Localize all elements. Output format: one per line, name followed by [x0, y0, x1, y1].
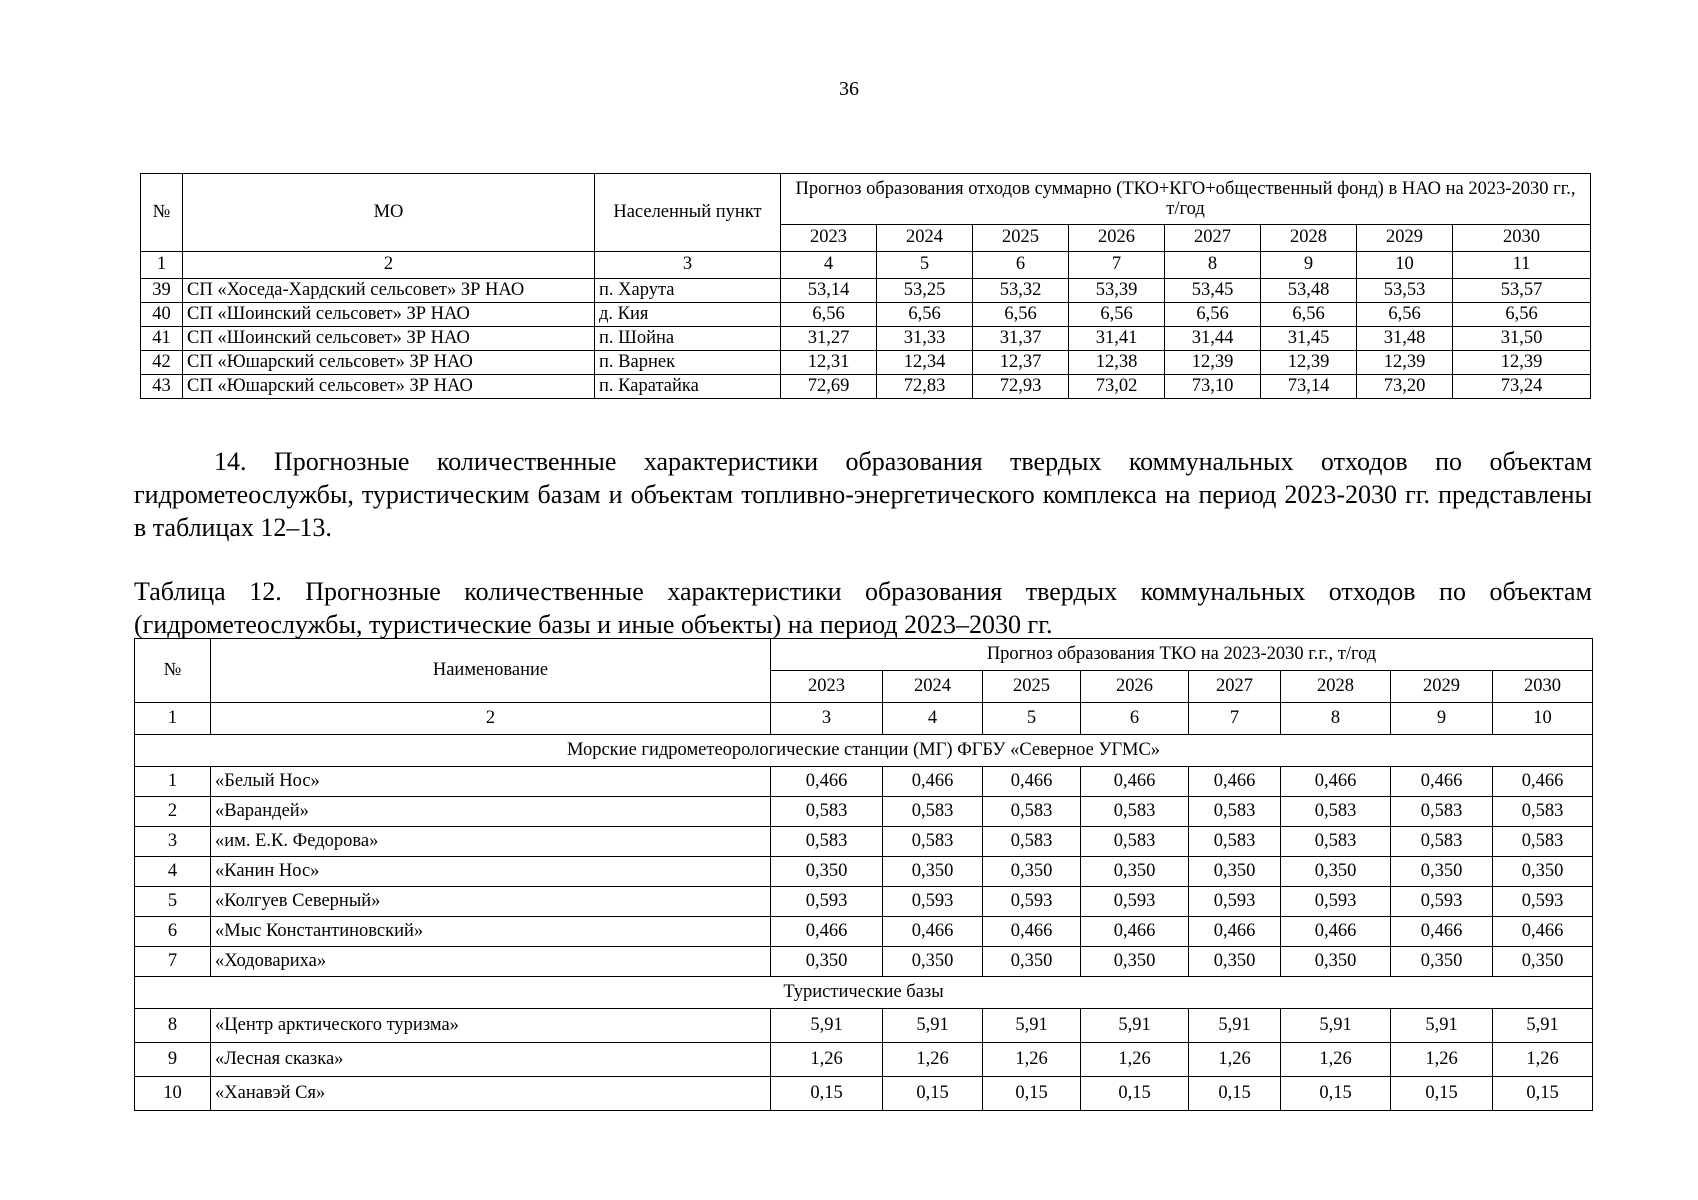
- value-cell: 72,93: [973, 375, 1069, 399]
- value-cell: 0,466: [883, 917, 983, 947]
- section-header-meteo: Морские гидрометеорологические станции (МГ) ФГБУ «Северное УГМС»: [135, 735, 1593, 767]
- value-cell: 1,26: [771, 1043, 883, 1077]
- table-row: [141, 351, 1591, 375]
- value-cell: 5,91: [1493, 1009, 1593, 1043]
- settlement-cell: п. Каратайка: [595, 375, 781, 399]
- value-cell: 0,593: [883, 887, 983, 917]
- value-cell: 5,91: [1281, 1009, 1391, 1043]
- value-cell: 5,91: [1391, 1009, 1493, 1043]
- settlement-cell: п. Шойна: [595, 327, 781, 351]
- table-caption: Таблица 12. Прогнозные количественные характеристики образования твердых коммунальных отходов по объектам (гидрометеослужбы, туристические базы и иные объекты) на период 2023–2030 гг.: [134, 577, 1592, 639]
- value-cell: 0,15: [883, 1077, 983, 1111]
- name-cell: «Мыс Константиновский»: [211, 917, 771, 947]
- value-cell: 1,26: [1081, 1043, 1189, 1077]
- value-cell: 6,56: [1453, 303, 1591, 327]
- settlements-forecast-table: [140, 173, 1591, 399]
- value-cell: 53,25: [877, 279, 973, 303]
- value-cell: 72,69: [781, 375, 877, 399]
- value-cell: 31,44: [1165, 327, 1261, 351]
- value-cell: 31,33: [877, 327, 973, 351]
- value-cell: 0,583: [1281, 797, 1391, 827]
- value-cell: 0,15: [983, 1077, 1081, 1111]
- index-cell: 8: [1165, 252, 1261, 279]
- index-cell: 9: [1261, 252, 1357, 279]
- year-header: 2028: [1261, 225, 1357, 252]
- col-header-num: №: [141, 174, 183, 252]
- value-cell: 0,593: [1281, 887, 1391, 917]
- row-number: 41: [141, 327, 183, 351]
- value-cell: 0,593: [1081, 887, 1189, 917]
- value-cell: 0,466: [1081, 767, 1189, 797]
- value-cell: 0,466: [883, 767, 983, 797]
- index-cell: 1: [141, 252, 183, 279]
- mo-cell: СП «Юшарский сельсовет» ЗР НАО: [183, 351, 595, 375]
- mo-cell: СП «Шоинский сельсовет» ЗР НАО: [183, 327, 595, 351]
- value-cell: 0,466: [1493, 767, 1593, 797]
- value-cell: 6,56: [1357, 303, 1453, 327]
- value-cell: 5,91: [883, 1009, 983, 1043]
- name-cell: «Ходовариха»: [211, 947, 771, 977]
- value-cell: 73,14: [1261, 375, 1357, 399]
- year-header: 2027: [1189, 671, 1281, 703]
- value-cell: 12,38: [1069, 351, 1165, 375]
- col-header-forecast: Прогноз образования ТКО на 2023-2030 г.г., т/год: [771, 639, 1593, 671]
- year-header: 2029: [1357, 225, 1453, 252]
- col-header-mo: МО: [183, 174, 595, 252]
- index-cell: 4: [781, 252, 877, 279]
- value-cell: 0,350: [1391, 857, 1493, 887]
- value-cell: 12,39: [1453, 351, 1591, 375]
- value-cell: 5,91: [1081, 1009, 1189, 1043]
- index-cell: 7: [1189, 703, 1281, 735]
- mo-cell: СП «Юшарский сельсовет» ЗР НАО: [183, 375, 595, 399]
- value-cell: 53,48: [1261, 279, 1357, 303]
- table-row: [135, 1077, 1593, 1111]
- value-cell: 72,83: [877, 375, 973, 399]
- row-number: 4: [135, 857, 211, 887]
- table-row: [141, 303, 1591, 327]
- mo-cell: СП «Шоинский сельсовет» ЗР НАО: [183, 303, 595, 327]
- col-header-settlement: Населенный пункт: [595, 174, 781, 252]
- value-cell: 6,56: [973, 303, 1069, 327]
- name-cell: «Колгуев Северный»: [211, 887, 771, 917]
- value-cell: 5,91: [771, 1009, 883, 1043]
- year-header: 2024: [883, 671, 983, 703]
- value-cell: 0,350: [771, 947, 883, 977]
- index-cell: 10: [1493, 703, 1593, 735]
- value-cell: 1,26: [1189, 1043, 1281, 1077]
- index-cell: 1: [135, 703, 211, 735]
- value-cell: 0,350: [1081, 857, 1189, 887]
- value-cell: 0,350: [1189, 947, 1281, 977]
- year-header: 2025: [973, 225, 1069, 252]
- value-cell: 0,466: [1281, 767, 1391, 797]
- index-cell: 3: [771, 703, 883, 735]
- value-cell: 0,583: [1391, 827, 1493, 857]
- value-cell: 0,583: [883, 797, 983, 827]
- value-cell: 0,593: [1493, 887, 1593, 917]
- value-cell: 53,53: [1357, 279, 1453, 303]
- value-cell: 0,466: [983, 767, 1081, 797]
- value-cell: 0,350: [1391, 947, 1493, 977]
- value-cell: 73,02: [1069, 375, 1165, 399]
- col-header-name: Наименование: [211, 639, 771, 703]
- value-cell: 0,350: [1281, 857, 1391, 887]
- value-cell: 0,350: [1493, 857, 1593, 887]
- name-cell: «им. Е.К. Федорова»: [211, 827, 771, 857]
- row-number: 2: [135, 797, 211, 827]
- value-cell: 1,26: [1391, 1043, 1493, 1077]
- year-header: 2026: [1069, 225, 1165, 252]
- index-cell: 2: [211, 703, 771, 735]
- value-cell: 0,15: [1281, 1077, 1391, 1111]
- value-cell: 12,39: [1165, 351, 1261, 375]
- value-cell: 0,350: [1281, 947, 1391, 977]
- year-header: 2026: [1081, 671, 1189, 703]
- row-number: 9: [135, 1043, 211, 1077]
- value-cell: 0,15: [1189, 1077, 1281, 1111]
- value-cell: 5,91: [983, 1009, 1081, 1043]
- value-cell: 5,91: [1189, 1009, 1281, 1043]
- value-cell: 31,41: [1069, 327, 1165, 351]
- value-cell: 0,593: [1391, 887, 1493, 917]
- table-row: [135, 767, 1593, 797]
- value-cell: 6,56: [781, 303, 877, 327]
- index-cell: 8: [1281, 703, 1391, 735]
- name-cell: «Белый Нос»: [211, 767, 771, 797]
- column-index-row: [135, 703, 1593, 735]
- index-cell: 5: [877, 252, 973, 279]
- value-cell: 0,583: [883, 827, 983, 857]
- value-cell: 0,350: [983, 857, 1081, 887]
- index-cell: 6: [973, 252, 1069, 279]
- index-cell: 5: [983, 703, 1081, 735]
- column-index-row: [141, 252, 1591, 279]
- index-cell: 6: [1081, 703, 1189, 735]
- row-number: 8: [135, 1009, 211, 1043]
- row-number: 43: [141, 375, 183, 399]
- value-cell: 53,45: [1165, 279, 1261, 303]
- value-cell: 0,466: [771, 767, 883, 797]
- value-cell: 73,20: [1357, 375, 1453, 399]
- value-cell: 12,31: [781, 351, 877, 375]
- value-cell: 0,15: [1493, 1077, 1593, 1111]
- value-cell: 0,466: [1189, 917, 1281, 947]
- page-number: 36: [839, 78, 859, 100]
- row-number: 10: [135, 1077, 211, 1111]
- col-header-forecast: Прогноз образования отходов суммарно (ТКО+КГО+общественный фонд) в НАО на 2023-2030 гг., т/год: [781, 174, 1591, 225]
- section-header-tourism: Туристические базы: [135, 977, 1593, 1009]
- value-cell: 0,466: [983, 917, 1081, 947]
- table-row: [141, 375, 1591, 399]
- row-number: 39: [141, 279, 183, 303]
- value-cell: 0,583: [1189, 827, 1281, 857]
- year-header: 2030: [1453, 225, 1591, 252]
- value-cell: 0,466: [1391, 767, 1493, 797]
- settlement-cell: д. Кия: [595, 303, 781, 327]
- row-number: 5: [135, 887, 211, 917]
- value-cell: 12,37: [973, 351, 1069, 375]
- settlement-cell: п. Харута: [595, 279, 781, 303]
- value-cell: 53,14: [781, 279, 877, 303]
- settlement-cell: п. Варнек: [595, 351, 781, 375]
- value-cell: 0,350: [771, 857, 883, 887]
- index-cell: 11: [1453, 252, 1591, 279]
- value-cell: 0,350: [1081, 947, 1189, 977]
- value-cell: 31,37: [973, 327, 1069, 351]
- value-cell: 53,57: [1453, 279, 1591, 303]
- value-cell: 73,10: [1165, 375, 1261, 399]
- year-header: 2023: [771, 671, 883, 703]
- value-cell: 0,15: [771, 1077, 883, 1111]
- value-cell: 0,350: [1493, 947, 1593, 977]
- value-cell: 53,32: [973, 279, 1069, 303]
- index-cell: 9: [1391, 703, 1493, 735]
- table-row: [141, 279, 1591, 303]
- name-cell: «Ханавэй Ся»: [211, 1077, 771, 1111]
- year-header: 2030: [1493, 671, 1593, 703]
- index-cell: 3: [595, 252, 781, 279]
- paragraph-text: 14. Прогнозные количественные характеристики образования твердых коммунальных отходов по объектам гидрометеослужбы, туристическим базам и объектам топливно-энергетического комплекса на период 2023-2030 гг. представлены в таблицах 12–13.: [134, 447, 1592, 542]
- name-cell: «Лесная сказка»: [211, 1043, 771, 1077]
- row-number: 42: [141, 351, 183, 375]
- row-number: 40: [141, 303, 183, 327]
- value-cell: 1,26: [983, 1043, 1081, 1077]
- table-row: [135, 947, 1593, 977]
- value-cell: 1,26: [1281, 1043, 1391, 1077]
- value-cell: 12,39: [1261, 351, 1357, 375]
- value-cell: 0,583: [771, 797, 883, 827]
- year-header: 2025: [983, 671, 1081, 703]
- value-cell: 0,593: [771, 887, 883, 917]
- index-cell: 2: [183, 252, 595, 279]
- value-cell: 0,583: [1391, 797, 1493, 827]
- row-number: 3: [135, 827, 211, 857]
- row-number: 7: [135, 947, 211, 977]
- value-cell: 0,466: [1189, 767, 1281, 797]
- value-cell: 0,466: [1081, 917, 1189, 947]
- year-header: 2028: [1281, 671, 1391, 703]
- table-row: [135, 1043, 1593, 1077]
- value-cell: 31,45: [1261, 327, 1357, 351]
- year-header: 2027: [1165, 225, 1261, 252]
- name-cell: «Варандей»: [211, 797, 771, 827]
- value-cell: 0,583: [1281, 827, 1391, 857]
- table-row: [135, 1009, 1593, 1043]
- value-cell: 0,583: [983, 827, 1081, 857]
- value-cell: 0,593: [1189, 887, 1281, 917]
- year-header: 2029: [1391, 671, 1493, 703]
- value-cell: 0,466: [1493, 917, 1593, 947]
- table-row: [135, 857, 1593, 887]
- value-cell: 0,583: [983, 797, 1081, 827]
- value-cell: 0,583: [1081, 797, 1189, 827]
- value-cell: 6,56: [1261, 303, 1357, 327]
- value-cell: 0,350: [883, 947, 983, 977]
- value-cell: 0,15: [1081, 1077, 1189, 1111]
- value-cell: 53,39: [1069, 279, 1165, 303]
- value-cell: 0,350: [983, 947, 1081, 977]
- value-cell: 12,34: [877, 351, 973, 375]
- value-cell: 6,56: [1069, 303, 1165, 327]
- value-cell: 31,48: [1357, 327, 1453, 351]
- value-cell: 0,583: [1189, 797, 1281, 827]
- value-cell: 0,350: [883, 857, 983, 887]
- section-paragraph: [134, 445, 1592, 544]
- table-row: [135, 887, 1593, 917]
- mo-cell: СП «Хоседа-Хардский сельсовет» ЗР НАО: [183, 279, 595, 303]
- value-cell: 12,39: [1357, 351, 1453, 375]
- value-cell: 73,24: [1453, 375, 1591, 399]
- value-cell: 0,466: [771, 917, 883, 947]
- value-cell: 0,583: [1493, 797, 1593, 827]
- year-header: 2024: [877, 225, 973, 252]
- value-cell: 6,56: [877, 303, 973, 327]
- value-cell: 0,583: [771, 827, 883, 857]
- table-row: [135, 917, 1593, 947]
- name-cell: «Центр арктического туризма»: [211, 1009, 771, 1043]
- col-header-num: №: [135, 639, 211, 703]
- value-cell: 1,26: [1493, 1043, 1593, 1077]
- index-cell: 10: [1357, 252, 1453, 279]
- table-row: [135, 827, 1593, 857]
- index-cell: 7: [1069, 252, 1165, 279]
- value-cell: 0,466: [1281, 917, 1391, 947]
- row-number: 6: [135, 917, 211, 947]
- value-cell: 0,466: [1391, 917, 1493, 947]
- value-cell: 0,583: [1081, 827, 1189, 857]
- name-cell: «Канин Нос»: [211, 857, 771, 887]
- table-row: [141, 327, 1591, 351]
- index-cell: 4: [883, 703, 983, 735]
- table-row: [135, 797, 1593, 827]
- row-number: 1: [135, 767, 211, 797]
- value-cell: 1,26: [883, 1043, 983, 1077]
- value-cell: 31,50: [1453, 327, 1591, 351]
- value-cell: 0,593: [983, 887, 1081, 917]
- value-cell: 0,350: [1189, 857, 1281, 887]
- value-cell: 6,56: [1165, 303, 1261, 327]
- value-cell: 0,583: [1493, 827, 1593, 857]
- meteo-tourism-forecast-table: [134, 638, 1593, 1111]
- value-cell: 31,27: [781, 327, 877, 351]
- value-cell: 0,15: [1391, 1077, 1493, 1111]
- year-header: 2023: [781, 225, 877, 252]
